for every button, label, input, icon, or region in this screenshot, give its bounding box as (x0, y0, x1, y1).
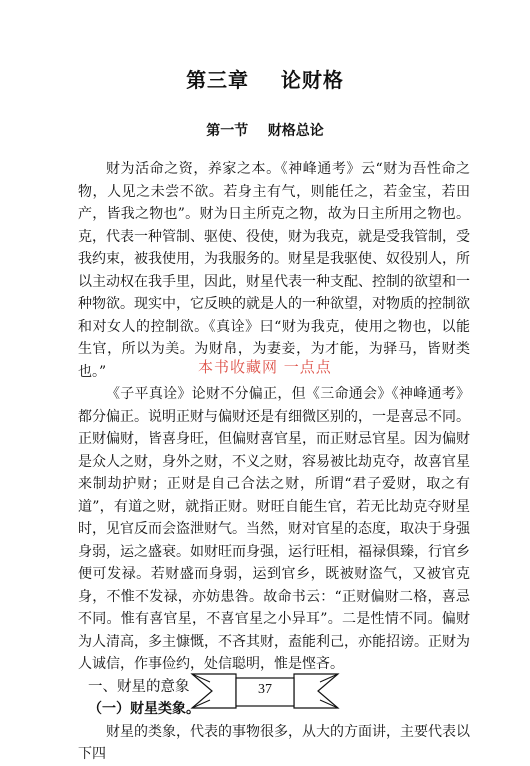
page-number: 37 (258, 682, 272, 697)
subheading-wealth-star-category: （一）财星类象。 (88, 701, 200, 717)
page-footer (190, 668, 340, 714)
paragraph-3: 财星的类象，代表的事物很多，从大的方面讲，主要代表以下四 (78, 723, 470, 762)
subheading-wealth-star-imagery: 一、财星的意象 (88, 678, 190, 695)
watermark: 本书收藏网 一点点 (198, 358, 332, 376)
chapter-title: 第三章 论财格 (186, 68, 344, 92)
paragraph-1: 财为活命之资，养家之本。《神峰通考》云“财为吾性命之物，人见之未尝不欲。若身主有气，则能任之，若金宝，若田产，皆我之物也”。财为日主所克之物，故为日主所用之物也。克，代表一种管制、驱使、役使，财为我克，就是受我管制，受我约束，被我使用，为我服务的。财星是我驱使、奴役别人，所以主动权在我手里，因此，财星代表一种支配、控制的欲望和一种物欲。现实中，它反映的就是人的一种欲望，对物质的控制欲和对女人的控制欲。《真诠》曰“财为我克，使用之物也，以能生官，所以为美。为财帛，为妻妾，为才能，为驿马，皆财类也。” (78, 161, 470, 380)
paragraph-2: 《子平真诠》论财不分偏正，但《三命通会》《神峰通考》都分偏正。说明正财与偏财还是有细微区别的，一是喜忌不同。正财偏财，皆喜身旺，但偏财喜官星，而正财忌官星。因为偏财是众人之财，身外之财，不义之财，容易被比劫克夺，故喜官星来制劫护财；正财是自己合法之财，所谓“君子爱财，取之有道”，有道之财，就指正财。财旺自能生官，若无比劫克夺财星时，见官反而会盗泄财气。当然，财对官星的态度，取决于身强身弱，运之盛衰。如财旺而身强，运行旺相，福禄俱臻，行官乡便可发禄。若财盛而身弱，运到官乡，既被财盗气，又被官克身，不惟不发禄，亦妨患咎。故命书云：“正财偏财二格，喜忌不同。惟有喜官星，不喜官星之小异耳”。二是性情不同。偏财为人清高，多主慷慨，不吝其财，盍能利己，亦能招谤。正财为人诚信，作事俭约，处信聪明，惟是悭吝。 (78, 386, 470, 672)
section-title: 第一节 财格总论 (206, 123, 324, 139)
